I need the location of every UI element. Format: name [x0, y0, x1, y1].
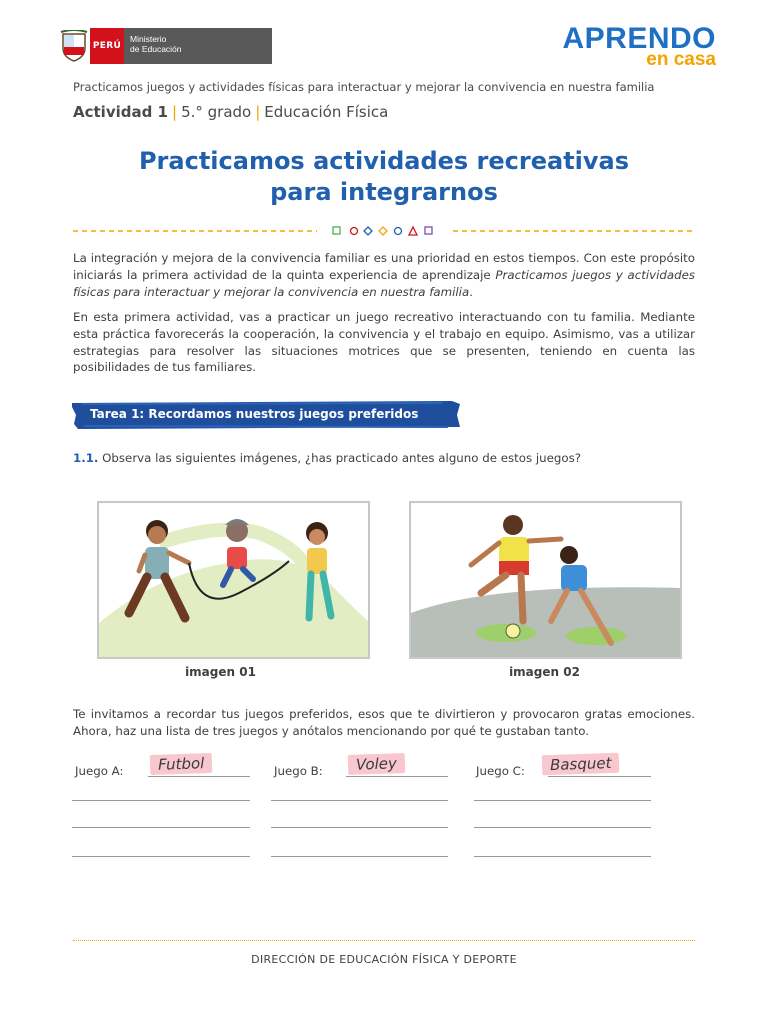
- jump-rope-illustration-icon: [99, 503, 368, 657]
- writing-line: [72, 827, 250, 828]
- image-01: [97, 501, 370, 659]
- writing-line: [474, 827, 651, 828]
- game-c-label: Juego C:: [476, 764, 525, 778]
- aprendo-en-casa-logo: [562, 24, 716, 68]
- page-title: Practicamos actividades recreativas para integrarnos: [138, 147, 630, 206]
- image-02-caption: imagen 02: [509, 665, 580, 679]
- coat-of-arms-icon: [58, 28, 90, 64]
- game-a-line: [148, 776, 250, 777]
- game-b-label: Juego B:: [274, 764, 323, 778]
- ministry-label: Ministerio de Educación: [124, 28, 272, 64]
- writing-line: [271, 856, 448, 857]
- intro-paragraph-2: En esta primera actividad, vas a practicar un juego recreativo interactuando con tu familia. Mediante esta práctica favorecerás la cooperación, la convivencia y el trabajo en equipo. Asimismo, vas a utilizar estrategias para resolver las situaciones motrices que se presenten, teniendo en cuenta las posibilidades de tus familiares.: [73, 310, 695, 375]
- intro-paragraph-1: La integración y mejora de la convivencia familiar es una prioridad en estos tiempos. Con este propósito iniciarás la primera actividad de la quinta experiencia de aprendizaje Practicamos juegos y actividades físicas para interactuar y mejorar la convivencia en nuestra familia.: [73, 251, 695, 299]
- game-a-label: Juego A:: [75, 764, 124, 778]
- soccer-illustration-icon: [411, 503, 680, 657]
- writing-line: [72, 800, 250, 801]
- subject-label: Educación Física: [264, 103, 389, 121]
- brand-bottom: en casa: [646, 49, 716, 70]
- game-c-line: [548, 776, 651, 777]
- activity-line: Actividad 1 | 5.° grado | Educación Física: [73, 103, 389, 121]
- game-b-answer: Voley: [348, 753, 406, 775]
- game-b-line: [346, 776, 448, 777]
- unit-title: Practicamos juegos y actividades físicas para interactuar y mejorar la convivencia en nuestra familia: [73, 80, 655, 94]
- writing-line: [474, 800, 651, 801]
- writing-line: [474, 856, 651, 857]
- question-1-1: 1.1. Observa las siguientes imágenes, ¿has practicado antes alguno de estos juegos?: [73, 451, 581, 465]
- government-logo: [58, 28, 272, 64]
- grade-label: 5.° grado: [181, 103, 252, 121]
- writing-line: [271, 800, 448, 801]
- image-01-caption: imagen 01: [185, 665, 256, 679]
- writing-line: [72, 856, 250, 857]
- image-02: [409, 501, 682, 659]
- brand-top: APRENDO: [562, 22, 716, 55]
- writing-line: [271, 827, 448, 828]
- game-c-answer: Basquet: [542, 753, 620, 776]
- decorative-divider: [73, 222, 695, 234]
- instruction-paragraph: Te invitamos a recordar tus juegos preferidos, esos que te divirtieron y provocaron gratas emociones. Ahora, haz una lista de tres juegos y anótalos mencionando por qué te gustaban tanto.: [73, 707, 695, 738]
- game-a-answer: Futbol: [150, 753, 213, 775]
- footer-divider: [73, 940, 695, 941]
- footer-text: DIRECCIÓN DE EDUCACIÓN FÍSICA Y DEPORTE: [251, 953, 517, 966]
- task-label: Tarea 1: Recordamos nuestros juegos preferidos: [90, 407, 419, 421]
- task-banner: [72, 400, 460, 430]
- activity-label: Actividad 1: [73, 103, 168, 121]
- peru-label: PERÚ: [90, 28, 124, 64]
